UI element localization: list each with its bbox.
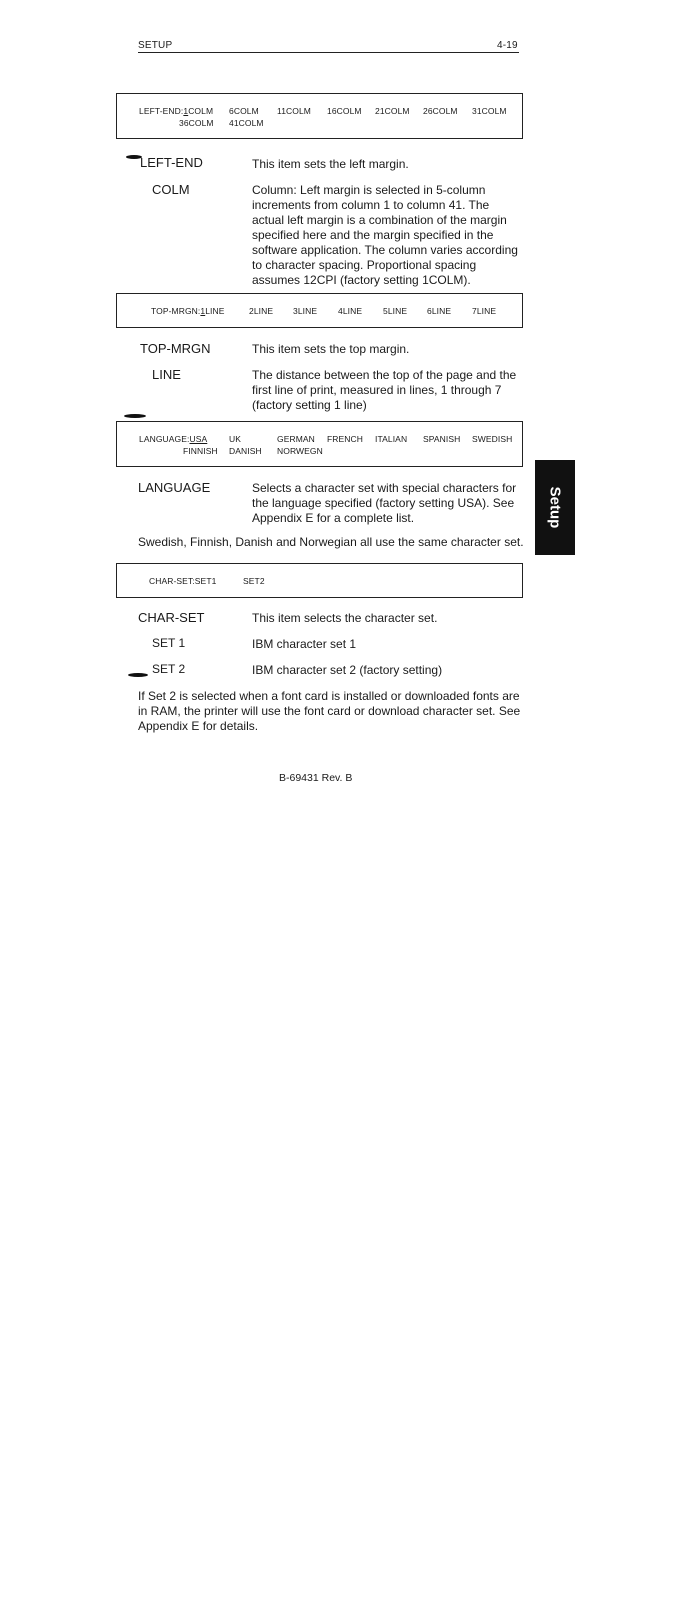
option-3line: 3LINE	[293, 306, 318, 316]
option-31colm: 31COLM	[472, 106, 507, 116]
option-swedish: SWEDISH	[472, 434, 513, 444]
option-7line: 7LINE	[472, 306, 497, 316]
term-colm: COLM	[152, 182, 190, 197]
option-label-left-end: LEFT-END:1COLM	[139, 106, 214, 116]
term-top-mrgn: TOP-MRGN	[140, 341, 211, 356]
desc-charset: This item selects the character set.	[252, 611, 438, 625]
option-label-charset: CHAR-SET:SET1	[149, 576, 217, 586]
header-rule	[138, 52, 519, 53]
term-line: LINE	[152, 367, 181, 382]
option-5line: 5LINE	[383, 306, 408, 316]
term-set2: SET 2	[152, 662, 186, 676]
desc-language: Selects a character set with special characters for the language specified (factory setting USA). See Appendix E for a complete list.	[252, 481, 517, 525]
option-uk: UK	[229, 434, 242, 444]
change-bar-mark	[128, 673, 148, 677]
option-4line: 4LINE	[338, 306, 363, 316]
running-header-section: SETUP	[138, 40, 173, 51]
term-charset: CHAR-SET	[138, 610, 205, 625]
desc-line: The distance between the top of the page and the first line of print, measured in lines, 1 through 7 (factory setting 1 line)	[252, 368, 517, 412]
option-french: FRENCH	[327, 434, 364, 444]
desc-colm: Column: Left margin is selected in 5-column increments from column 1 to column 41. The actual left margin is a combination of the margin specified here and the margin specified in the software application. The column varies according to character spacing. Proportional spacing assumes 12CPI (factory setting 1COLM).	[252, 183, 518, 287]
option-21colm: 21COLM	[375, 106, 410, 116]
option-16colm: 16COLM	[327, 106, 362, 116]
option-6colm: 6COLM	[229, 106, 259, 116]
option-label-language: LANGUAGE:USA	[139, 434, 208, 444]
page-number: 4-19	[497, 40, 518, 51]
left-end-options-box	[116, 93, 523, 139]
option-36colm: 36COLM	[179, 118, 214, 128]
section-tab-label: Setup	[546, 486, 564, 529]
option-label-top-mrgn: TOP-MRGN:1LINE	[151, 306, 225, 316]
top-margin-options-box	[116, 293, 523, 328]
option-italian: ITALIAN	[375, 434, 408, 444]
change-bar-mark	[124, 414, 146, 418]
desc-left-end: This item sets the left margin.	[252, 157, 409, 171]
charset-options-box	[116, 563, 523, 598]
charset-note: If Set 2 is selected when a font card is installed or downloaded fonts are in RAM, the printer will use the font card or download character set. See Appendix E for details.	[138, 689, 521, 733]
language-options-box	[116, 421, 523, 467]
option-norwegn: NORWEGN	[277, 446, 323, 456]
option-6line: 6LINE	[427, 306, 452, 316]
document-id: B-69431 Rev. B	[279, 772, 353, 784]
option-spanish: SPANISH	[423, 434, 461, 444]
desc-top-mrgn: This item sets the top margin.	[252, 342, 410, 356]
desc-set1: IBM character set 1	[252, 637, 357, 651]
term-set1: SET 1	[152, 636, 186, 650]
option-11colm: 11COLM	[277, 106, 311, 116]
option-danish: DANISH	[229, 446, 262, 456]
option-2line: 2LINE	[249, 306, 274, 316]
language-note: Swedish, Finnish, Danish and Norwegian all use the same character set.	[138, 535, 524, 549]
option-26colm: 26COLM	[423, 106, 458, 116]
section-tab	[535, 460, 575, 555]
term-left-end: LEFT-END	[140, 155, 203, 170]
option-german: GERMAN	[277, 434, 315, 444]
desc-set2: IBM character set 2 (factory setting)	[252, 663, 443, 677]
option-set2: SET2	[243, 576, 265, 586]
term-language: LANGUAGE	[138, 480, 211, 495]
option-finnish: FINNISH	[183, 446, 218, 456]
option-41colm: 41COLM	[229, 118, 264, 128]
